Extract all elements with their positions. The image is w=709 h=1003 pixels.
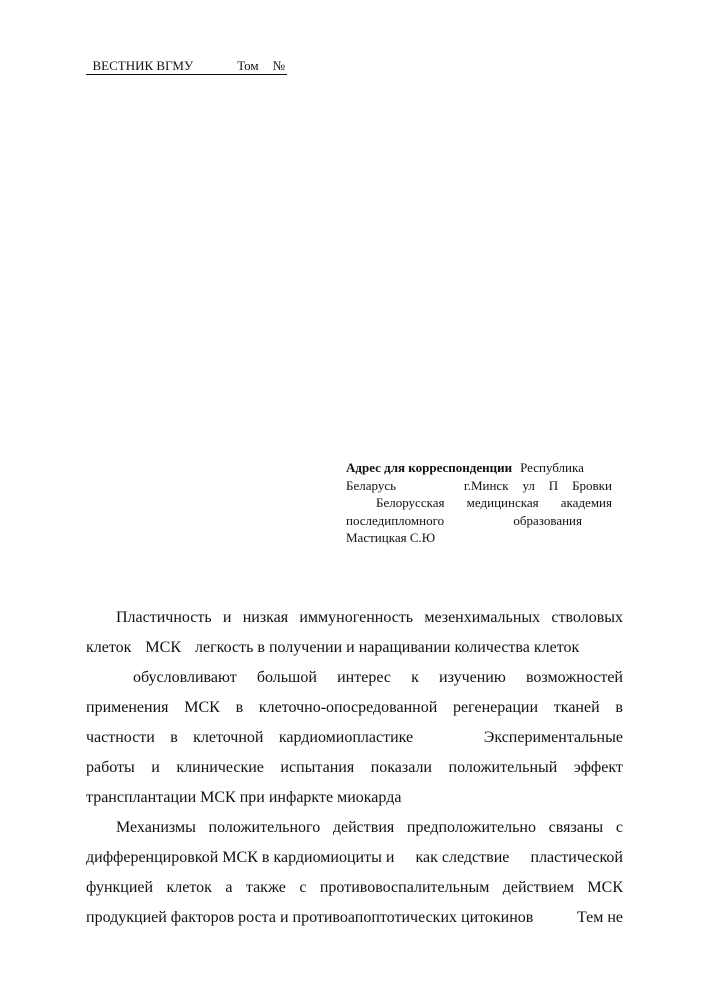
body-word: Пластичность <box>116 609 212 626</box>
body-word: изучению <box>439 669 506 686</box>
body-line <box>86 723 623 753</box>
address-word: Белорусская <box>376 495 445 510</box>
body-word: с <box>299 879 307 896</box>
body-word: а <box>225 879 233 896</box>
body-word: МСК <box>184 699 220 716</box>
body-line <box>86 753 623 783</box>
body-word: большой <box>256 669 317 686</box>
address-line <box>346 477 612 495</box>
body-word: регенерации <box>453 699 539 716</box>
body-word: клеток <box>86 639 132 656</box>
body-word: клеточной <box>193 729 264 746</box>
running-header <box>86 42 287 75</box>
address-word: Республика <box>520 460 584 475</box>
address-word: медицинская <box>466 495 539 510</box>
body-word: клеточно-опосредованной <box>258 699 438 716</box>
body-word: частности <box>86 729 155 746</box>
address-word: Бровки <box>572 477 612 493</box>
address-word: Беларусь <box>346 477 397 493</box>
body-word: клеток <box>166 879 212 896</box>
body-word: и <box>151 759 160 776</box>
body-word: дифференцировкой МСК в кардиомиоциты и <box>86 849 395 866</box>
address-word: ул <box>522 477 535 493</box>
body-word: стволовых <box>551 609 623 626</box>
journal-title: ВЕСТНИК ВГМУ <box>92 58 194 73</box>
body-line <box>86 813 623 843</box>
body-word: тканей <box>553 699 600 716</box>
body-word: иммуногенность <box>299 609 414 626</box>
body-word: испытания <box>280 759 355 776</box>
address-line <box>346 494 612 512</box>
body-line <box>86 783 623 813</box>
body-word: трансплантации МСК при инфаркте миокарда <box>86 789 402 806</box>
body-word: с <box>615 819 623 836</box>
body-word: Экспериментальные <box>483 729 623 746</box>
body-word: интерес <box>337 669 391 686</box>
body-line <box>86 633 623 663</box>
address-line <box>346 512 612 530</box>
body-word: МСК <box>587 879 623 896</box>
body-word: МСК <box>145 639 181 656</box>
body-word: в <box>235 699 244 716</box>
body-line <box>86 873 623 903</box>
address-word: образования <box>513 512 582 528</box>
article-body <box>86 603 623 933</box>
body-word: функцией <box>86 879 154 896</box>
body-word: показали <box>370 759 432 776</box>
body-word: к <box>411 669 419 686</box>
body-word: клинические <box>176 759 264 776</box>
body-word: предположительно <box>406 819 536 836</box>
body-word: и <box>222 609 232 626</box>
body-line <box>86 663 623 693</box>
body-word: в <box>615 699 623 716</box>
address-name: Мастицкая С.Ю <box>346 530 436 545</box>
address-word: последипломного <box>346 512 445 528</box>
body-word: обусловливают <box>133 669 237 686</box>
body-word: действия <box>332 819 395 836</box>
body-word: низкая <box>242 609 289 626</box>
body-word: Механизмы <box>116 819 196 836</box>
body-word: противовоспалительным <box>319 879 490 896</box>
body-word: действием <box>502 879 574 896</box>
address-word: г.Минск <box>463 477 509 493</box>
body-line <box>86 903 623 933</box>
body-word: связаны <box>548 819 604 836</box>
body-word: эффект <box>573 759 623 776</box>
body-word: возможностей <box>525 669 623 686</box>
address-word: П <box>548 477 559 493</box>
body-word: как следствие <box>415 849 510 866</box>
body-word: в <box>170 729 178 746</box>
body-word: продукцией факторов роста и противоапоптотических цитокинов <box>86 909 534 926</box>
address-line <box>346 459 612 477</box>
correspondence-address <box>346 459 612 547</box>
issue-label: № <box>272 58 286 73</box>
body-line <box>86 693 623 723</box>
body-word: применения <box>86 699 169 716</box>
body-word: также <box>245 879 286 896</box>
body-word: положительный <box>448 759 558 776</box>
body-word: пластической <box>530 849 623 866</box>
body-word: кардиомиопластике <box>278 729 414 746</box>
body-line <box>86 843 623 873</box>
address-label: Адрес для корреспонденции <box>346 460 513 475</box>
volume-label: Том <box>237 58 259 73</box>
body-word: работы <box>86 759 135 776</box>
address-word: академия <box>560 495 612 510</box>
body-word: Тем не <box>576 909 623 926</box>
body-word: положительного <box>208 819 321 836</box>
body-word: легкость в получении и наращивании количества клеток <box>195 639 580 656</box>
address-line <box>346 529 612 547</box>
body-word: мезенхимальных <box>424 609 541 626</box>
body-line <box>86 603 623 633</box>
